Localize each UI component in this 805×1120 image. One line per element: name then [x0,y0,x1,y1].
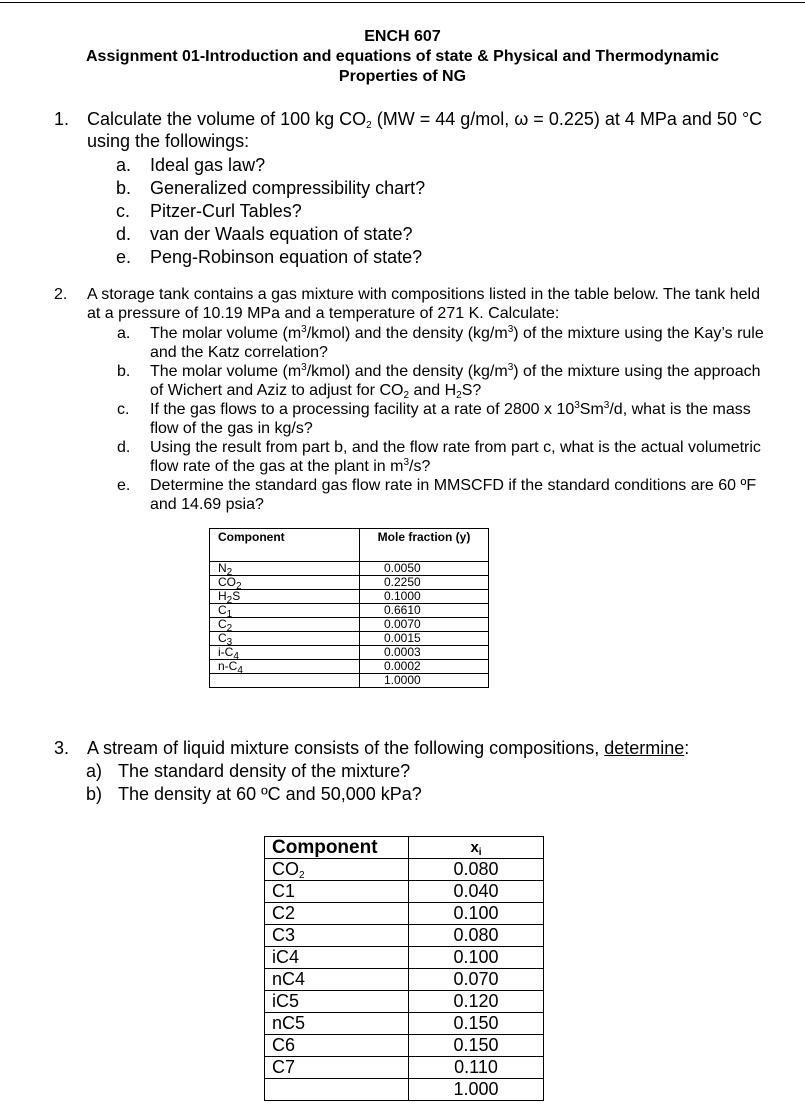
table-row [210,562,489,576]
item-label: a. [116,155,132,175]
question-3-number: 3. [54,738,70,758]
item-label: e. [117,477,131,494]
document-header [0,27,805,87]
item-sup: 3 [574,400,580,411]
gas-composition-table [209,528,489,688]
header-x-sub: i [478,847,482,858]
item-text: The standard density of the mixture? [118,761,411,781]
list-item [116,200,425,223]
table-row [210,576,489,590]
table-row [265,881,544,903]
item-text: The molar volume (m [150,363,302,380]
q3-text-underlined: determine [604,738,685,758]
item-text: Peng-Robinson equation of state? [150,247,423,267]
component-name: N [218,561,227,575]
item-text: and H [409,382,457,399]
table-row [265,1057,544,1079]
mole-fraction-cell: 0.0002 [360,660,489,674]
table-header-row [265,837,544,859]
q1-text-part: (MW = 44 g/mol, ω = 0.225) at 4 MPa and 50 °C using the followings: [87,109,763,151]
item-text: /d, what is the mass flow of the gas in kg/s? [150,401,751,437]
list-item [116,223,425,246]
component-sub: 2 [236,581,242,592]
component-name: C [218,603,227,617]
list-item [116,154,425,177]
table-row [265,859,544,881]
fraction-cell: 0.150 [409,1013,544,1035]
fraction-cell: 0.070 [409,969,544,991]
list-item [86,783,422,806]
component-name: H [218,589,227,603]
component-cell: C1 [265,881,409,903]
question-2-number: 2. [54,286,68,303]
item-sup: 3 [301,362,307,373]
item-text: If the gas flows to a processing facility at a rate of 2800 x 10 [150,401,575,418]
component-cell [210,590,360,604]
table-row [210,590,489,604]
question-1-list [116,154,425,269]
item-label: b. [117,363,131,380]
fraction-cell: 0.150 [409,1035,544,1057]
component-cell [265,859,409,881]
item-label: a. [117,325,131,342]
liquid-composition-table [264,836,544,1101]
component-sub: 4 [237,665,243,676]
component-name: CO [218,575,236,589]
item-text: /kmol) and the density (kg/m [306,325,508,342]
table-header-row [210,529,489,562]
item-text: ) of the mixture using the approach of Wichert and Aziz to adjust for CO [150,363,761,399]
component-cell: nC5 [265,1013,409,1035]
item-text: The density at 60 ºC and 50,000 kPa? [118,784,422,804]
q3-text-part: : [684,738,690,758]
q1-text-sub: 2 [366,120,372,131]
mole-fraction-cell: 0.2250 [360,576,489,590]
component-cell: C7 [265,1057,409,1079]
question-3-list [86,760,422,806]
item-sub: 2 [403,390,409,401]
item-text: Pitzer-Curl Tables? [150,201,302,221]
item-label: b) [86,784,103,804]
total-value-cell: 1.0000 [360,674,489,688]
item-sup: 3 [507,324,514,335]
course-code: ENCH 607 [364,28,441,45]
fraction-cell: 0.100 [409,947,544,969]
total-label-cell [265,1079,409,1101]
list-item [117,400,777,438]
component-name: i-C [218,645,234,659]
component-sub: 2 [299,870,305,881]
table-total-row [265,1079,544,1101]
total-label-cell [210,674,360,688]
item-text: Using the result from part b, and the flow rate from part c, what is the actual volumetric flow rate of the gas at the plant in m [150,439,761,475]
item-label: e. [116,247,132,267]
table-row [210,604,489,618]
item-text: /s? [409,458,431,475]
table-row [265,925,544,947]
component-cell: C2 [265,903,409,925]
table-row [210,618,489,632]
item-label: c. [116,201,131,221]
item-label: b. [116,178,132,198]
component-sub: 3 [226,637,233,648]
top-rule [0,2,805,3]
list-item [117,438,777,476]
component-sub: 1 [226,609,233,620]
table-row [265,1013,544,1035]
item-label: d. [117,439,131,456]
question-1-text [87,108,777,152]
fraction-cell: 0.110 [409,1057,544,1079]
item-text: Sm [579,401,604,418]
component-cell [210,562,360,576]
fraction-cell: 0.080 [409,859,544,881]
mole-fraction-cell: 0.1000 [360,590,489,604]
item-sup: 3 [403,457,410,468]
item-text: van der Waals equation of state? [150,224,413,244]
question-2-list [117,324,777,514]
component-cell [210,618,360,632]
assignment-title-line1: Assignment 01-Introduction and equations of state & Physical and Thermodynamic [86,48,719,65]
table-row [265,1035,544,1057]
component-cell [210,646,360,660]
header-xi [409,837,544,859]
component-sub: 2 [226,595,233,606]
fraction-cell: 0.040 [409,881,544,903]
table-row [210,632,489,646]
item-text: Generalized compressibility chart? [150,178,426,198]
item-text: /kmol) and the density (kg/m [306,363,508,380]
component-sub: 2 [226,623,233,634]
header-mole-fraction: Mole fraction (y) [360,529,489,562]
table-row [210,660,489,674]
header-x: x [470,839,479,856]
fraction-cell: 0.100 [409,903,544,925]
mole-fraction-cell: 0.0003 [360,646,489,660]
table-row [265,991,544,1013]
assignment-title-line2: Properties of NG [338,68,467,85]
component-sub: 2 [226,567,233,578]
question-3-text [87,737,777,760]
table-total-row [210,674,489,688]
header-component: Component [265,837,409,859]
list-item [117,476,777,514]
question-1-number: 1. [54,109,70,129]
item-sub: 2 [456,390,462,401]
item-label: a) [86,761,103,781]
item-text: ) of the mixture using the Kay’s rule and the Katz correlation? [150,325,764,361]
item-text: Ideal gas law? [150,155,266,175]
list-item [117,362,777,400]
component-cell: C3 [265,925,409,947]
item-label: c. [117,401,130,418]
item-text: S? [461,382,482,399]
table-row [265,947,544,969]
item-sup: 3 [603,400,610,411]
question-2-text: A storage tank contains a gas mixture with compositions listed in the table below. The tank held at a pressure of 10.19 MPa and a temperature of 271 K. Calculate: [87,286,760,322]
component-sub: 4 [233,651,239,662]
component-name: CO [272,859,299,879]
list-item [117,324,777,362]
component-cell [210,660,360,674]
mole-fraction-cell: 0.6610 [360,604,489,618]
component-name: C [218,617,227,631]
header-component: Component [210,529,360,562]
list-item [116,177,425,200]
component-cell: iC5 [265,991,409,1013]
list-item [116,246,425,269]
mole-fraction-cell: 0.0015 [360,632,489,646]
table-row [210,646,489,660]
list-item [86,760,422,783]
item-label: d. [116,224,132,244]
component-cell [210,604,360,618]
component-name: C [218,631,227,645]
mole-fraction-cell: 0.0070 [360,618,489,632]
component-cell [210,632,360,646]
item-sup: 3 [301,324,307,335]
component-cell [210,576,360,590]
table-row [265,903,544,925]
component-suffix: S [232,589,241,603]
q1-text-part: Calculate the volume of 100 kg CO [87,109,367,129]
item-text: The molar volume (m [150,325,302,342]
item-sup: 3 [507,362,514,373]
mole-fraction-cell: 0.0050 [360,562,489,576]
component-cell: C6 [265,1035,409,1057]
total-value-cell: 1.000 [409,1079,544,1101]
component-cell: iC4 [265,947,409,969]
table-row [265,969,544,991]
fraction-cell: 0.120 [409,991,544,1013]
component-cell: nC4 [265,969,409,991]
q3-text-part: A stream of liquid mixture consists of the following compositions, [87,738,605,758]
item-text: Determine the standard gas flow rate in MMSCFD if the standard conditions are 60 ºF and 14.69 psia? [150,477,757,513]
component-name: n-C [218,659,238,673]
fraction-cell: 0.080 [409,925,544,947]
